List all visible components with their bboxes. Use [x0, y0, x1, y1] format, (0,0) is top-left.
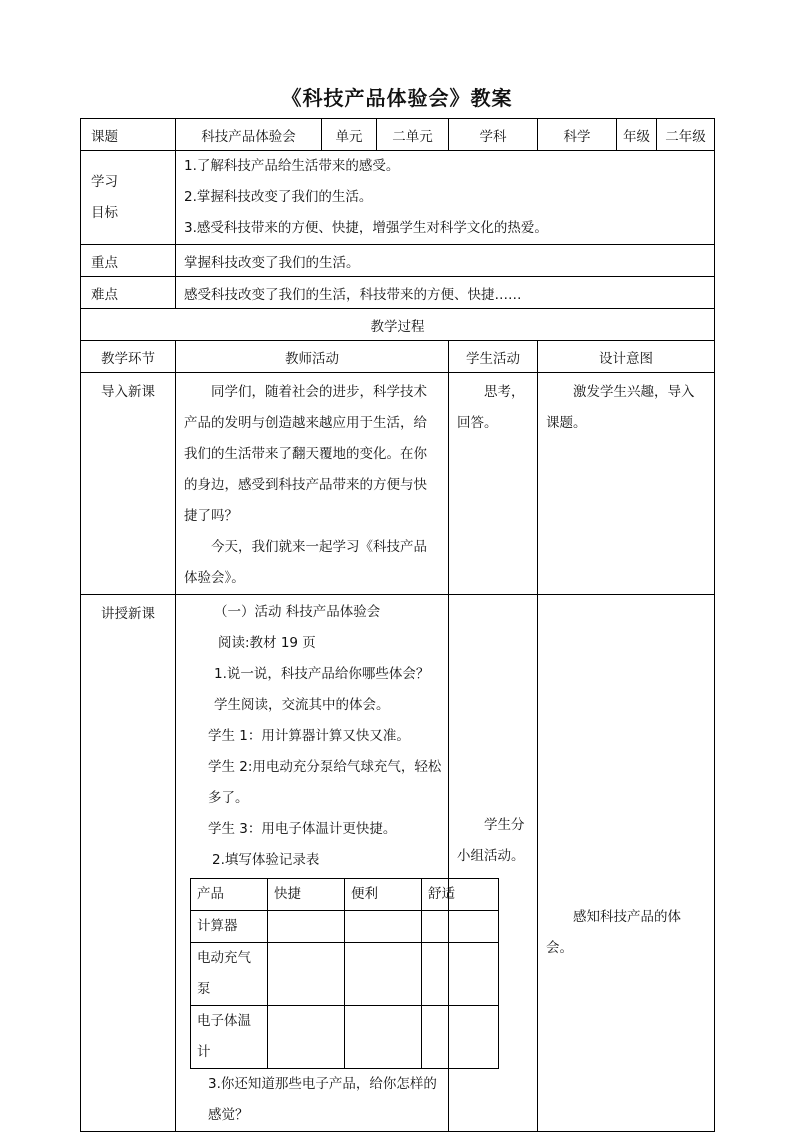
record-product-cell: 电动充气泵: [191, 943, 268, 1006]
intro-student-text: 思考，回答。: [457, 384, 525, 431]
lesson-student-text: 学生分小组活动。: [457, 817, 525, 864]
record-header-cell: 产品: [191, 879, 268, 911]
lesson-line: 学生 2:用电动充分泵给气球充气，轻松多了。: [208, 759, 442, 806]
process-header-row: [81, 309, 715, 341]
topic-label: 课题: [81, 119, 176, 151]
record-product-cell: 电子体温计: [191, 1006, 268, 1069]
document-title: 《科技产品体验会》教案: [281, 86, 513, 110]
goals-label-line2: 目标: [91, 204, 118, 221]
key-point-text: 掌握科技改变了我们的生活。: [176, 245, 715, 277]
grade-value: 二年级: [657, 119, 715, 151]
record-header-cell: 快捷: [268, 879, 345, 911]
subject-value: 科学: [538, 119, 617, 151]
lesson-question-3: 3.你还知道那些电子产品，给你怎样的感觉？: [208, 1076, 437, 1123]
goal-item: 2.掌握科技改变了我们的生活。: [184, 189, 373, 205]
intro-stage: 导入新课: [81, 373, 176, 595]
intro-teacher-p2: 今天，我们就来一起学习《科技产品体验会》。: [184, 539, 427, 586]
lesson-teacher: [176, 595, 455, 1132]
goal-item: 3.感受科技带来的方便、快捷，增强学生对科学文化的热爱。: [184, 220, 548, 236]
lesson-intent-text: 感知科技产品的体会。: [546, 909, 681, 956]
col-header-stage: 教学环节: [81, 341, 176, 373]
goals-label: [81, 151, 176, 245]
intro-teacher: [176, 373, 449, 595]
col-header-teacher: 教师活动: [176, 341, 449, 373]
column-header-row: [81, 341, 715, 373]
col-header-intent: 设计意图: [538, 341, 715, 373]
difficulty-label: 难点: [81, 277, 176, 309]
record-empty-cell[interactable]: [268, 911, 345, 943]
topic-value: 科技产品体验会: [176, 119, 322, 151]
lesson-line: 1.说一说，科技产品给你哪些体会？: [214, 666, 430, 682]
key-point-label: 重点: [81, 245, 176, 277]
unit-label: 单元: [322, 119, 377, 151]
lesson-plan-table: [80, 118, 715, 1132]
goal-item: 1.了解科技产品给生活带来的感受。: [184, 158, 400, 174]
record-product-cell: 计算器: [191, 911, 268, 943]
difficulty-text: 感受科技改变了我们的生活，科技带来的方便、快捷……: [176, 277, 715, 309]
record-empty-cell[interactable]: [345, 1006, 422, 1069]
record-table-header: [191, 879, 499, 911]
difficulty-row: [81, 277, 715, 309]
intro-teacher-p1: 同学们，随着社会的进步，科学技术产品的发明与创造越来越应用于生活，给我们的生活带来了翻天覆地的变化。在你的身边，感受到科技产品带来的方便与快捷了吗？: [184, 384, 427, 524]
intro-intent-text: 激发学生兴趣，导入课题。: [546, 384, 695, 431]
subject-label: 学科: [449, 119, 538, 151]
lesson-line: 学生 1：用计算器计算又快又准。: [208, 728, 410, 744]
record-empty-cell[interactable]: [268, 1006, 345, 1069]
lesson-student: [449, 595, 538, 1132]
goals-label-line1: 学习: [91, 173, 118, 190]
lesson-line: 阅读:教材 19 页: [218, 635, 316, 651]
grade-label: 年级: [617, 119, 657, 151]
record-header-cell: 舒适: [422, 879, 499, 911]
record-header-cell: 便利: [345, 879, 422, 911]
process-header: 教学过程: [81, 309, 715, 341]
intro-student: [449, 373, 538, 595]
intro-row: [81, 373, 715, 595]
lesson-intent: [538, 595, 715, 1132]
intro-intent: [538, 373, 715, 595]
unit-value: 二单元: [377, 119, 449, 151]
goals-row: [81, 151, 715, 245]
record-empty-cell[interactable]: [345, 911, 422, 943]
info-row: [81, 119, 715, 151]
lesson-stage: 讲授新课: [81, 595, 176, 1132]
lesson-line: 2.填写体验记录表: [212, 852, 320, 868]
lesson-row: [81, 595, 715, 1132]
goals-list: [176, 151, 715, 245]
record-empty-cell[interactable]: [268, 943, 345, 1006]
col-header-student: 学生活动: [449, 341, 538, 373]
lesson-line: 学生阅读，交流其中的体会。: [214, 697, 390, 713]
lesson-line: 学生 3：用电子体温计更快捷。: [208, 821, 397, 837]
lesson-line: （一）活动 科技产品体验会: [214, 604, 381, 620]
record-empty-cell[interactable]: [345, 943, 422, 1006]
key-point-row: [81, 245, 715, 277]
